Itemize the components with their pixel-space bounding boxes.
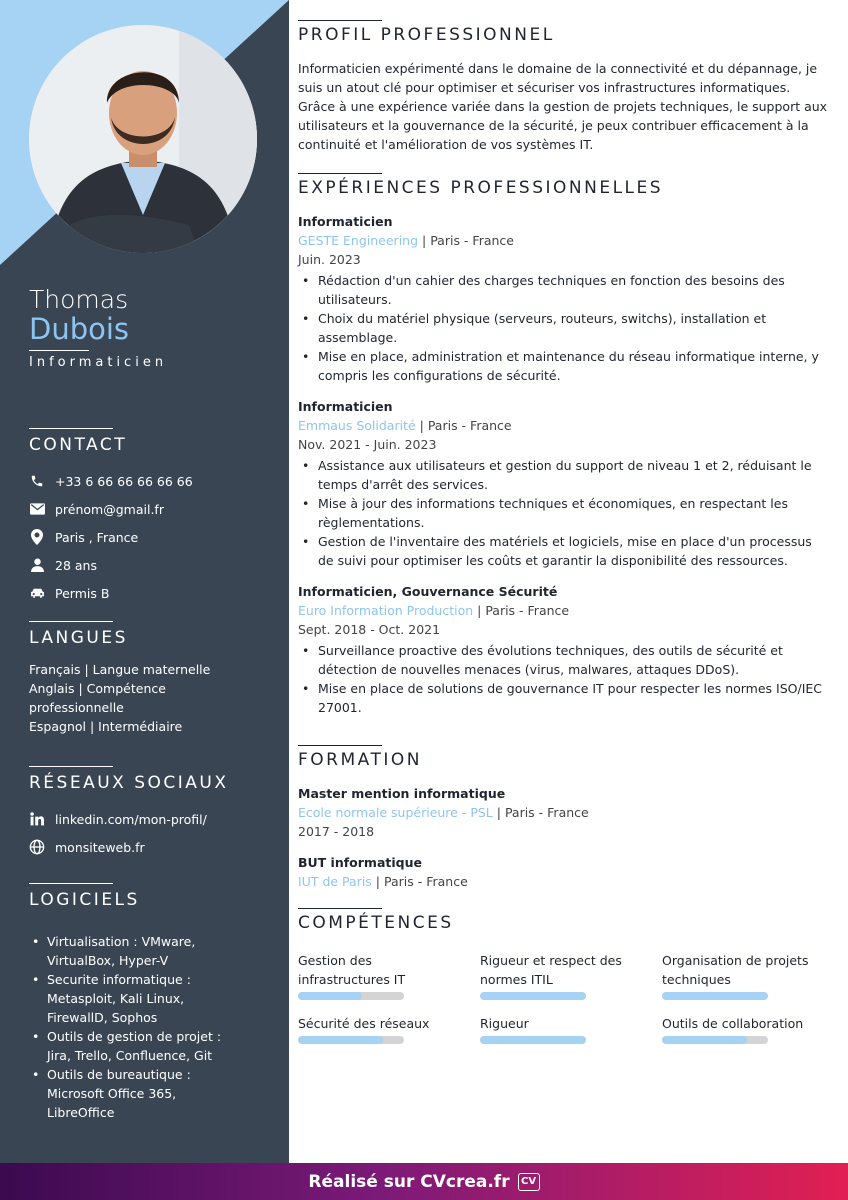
education-title: FORMATION xyxy=(298,750,422,770)
skill-name: Outils de collaboration xyxy=(662,1016,804,1031)
section-divider xyxy=(298,745,382,746)
experience-meta: Emmaus Solidarité | Paris - France xyxy=(298,418,512,433)
experience-company: Euro Information Production xyxy=(298,603,474,618)
experience-bullet: • Mise en place, administration et maintenance du réseau informatique interne, y compris les configurations de sécurité. xyxy=(298,347,828,385)
skill-level xyxy=(662,1036,747,1044)
experience-meta: GESTE Engineering | Paris - France xyxy=(298,233,514,248)
contact-age xyxy=(29,551,269,579)
profile-text: Informaticien expérimenté dans le domaine de la connectivité et du dépannage, je suis un atout clé pour optimiser et sécuriser vos infrastructures informatiques. Grâce à une expérience variée dans la gestion de projets techniques, le support aux utilisateurs et la gouvernance de la sécurité, je peux contribuer efficacement à la continuité et l'amélioration de vos systèmes IT. xyxy=(298,61,828,152)
skills-grid xyxy=(298,951,828,1044)
experience-bullet: • Mise à jour des informations techniques et économiques, en respectant les règlementations. xyxy=(298,494,828,532)
globe-icon xyxy=(29,839,45,855)
social-section xyxy=(29,766,269,861)
experience-date: Nov. 2021 - Juin. 2023 xyxy=(298,437,437,452)
experience-bullet: • Rédaction d'un cahier des charges techniques en fonction des besoins des utilisateurs. xyxy=(298,271,828,309)
education-degree: BUT informatique xyxy=(298,855,422,870)
skill-level xyxy=(298,1036,383,1044)
website-link[interactable]: monsiteweb.fr xyxy=(55,839,145,855)
experience-location: Paris - France xyxy=(485,603,570,618)
education-date: 2017 - 2018 xyxy=(298,824,375,839)
experience-bullet: • Surveillance proactive des évolutions techniques, des outils de sécurité et détection de nouvelles menaces (virus, malwares, attaques DDoS). xyxy=(298,641,828,679)
skill-bar xyxy=(298,992,404,1000)
skill-item xyxy=(480,951,662,1000)
software-item: • Outils de bureautique : Microsoft Office 365, LibreOffice xyxy=(29,1065,199,1122)
experience-bullets xyxy=(298,641,828,717)
job-title: Informaticien xyxy=(29,355,168,370)
language-line: Français | Langue maternelle xyxy=(29,662,211,677)
linkedin-link[interactable]: linkedin.com/mon-profil/ xyxy=(55,811,207,827)
skill-bar xyxy=(298,1036,404,1044)
experience-job-title: Informaticien xyxy=(298,399,393,414)
profile-photo xyxy=(29,25,257,253)
sidebar xyxy=(0,0,289,1163)
phone-icon xyxy=(29,473,45,489)
education-meta: Ecole normale supérieure - PSL | Paris - France xyxy=(298,805,589,820)
car-icon xyxy=(29,585,45,601)
software-item: • Outils de gestion de projet : Jira, Trello, Confluence, Git xyxy=(29,1027,229,1065)
experience-company: GESTE Engineering xyxy=(298,233,419,248)
education-location: Paris - France xyxy=(383,874,468,889)
section-divider xyxy=(298,908,382,909)
linkedin-icon xyxy=(29,811,45,827)
experience-item xyxy=(298,212,828,385)
section-divider xyxy=(298,173,382,174)
language-line: professionnelle xyxy=(29,700,124,715)
contact-email-text: prénom@gmail.fr xyxy=(55,501,164,517)
social-website[interactable] xyxy=(29,833,269,861)
person-icon xyxy=(29,557,45,573)
education-meta: IUT de Paris | Paris - France xyxy=(298,874,468,889)
language-line: Espagnol | Intermédiaire xyxy=(29,719,183,734)
education-school: IUT de Paris xyxy=(298,874,372,889)
software-item: • Securite informatique : Metasploit, Kali Linux, FirewallD, Sophos xyxy=(29,970,219,1027)
education-item xyxy=(298,784,828,841)
language-line: Anglais | Compétence xyxy=(29,681,166,696)
name-divider xyxy=(29,350,89,351)
skill-name: Organisation de projets techniques xyxy=(662,953,809,987)
contact-location xyxy=(29,523,269,551)
experience-bullet: • Mise en place de solutions de gouvernance IT pour respecter les normes ISO/IEC 27001. xyxy=(298,679,828,717)
experience-job-title: Informaticien xyxy=(298,214,393,229)
skill-bar xyxy=(662,1036,768,1044)
languages-section xyxy=(29,621,269,736)
software-section xyxy=(29,883,269,1122)
skill-level xyxy=(662,992,768,1000)
experience-job-title: Informaticien, Gouvernance Sécurité xyxy=(298,584,558,599)
footer-banner[interactable] xyxy=(0,1163,848,1200)
education-section xyxy=(298,745,828,903)
contact-age-text: 28 ans xyxy=(55,557,97,573)
skill-level xyxy=(298,992,362,1000)
skill-bar xyxy=(480,1036,586,1044)
skill-level xyxy=(480,992,586,1000)
skill-item xyxy=(662,1014,828,1044)
contact-section xyxy=(29,428,269,607)
software-title: LOGICIELS xyxy=(29,890,140,910)
skill-item xyxy=(662,951,828,1000)
education-item xyxy=(298,853,828,891)
section-divider xyxy=(29,883,113,884)
experience-bullet: • Gestion de l'inventaire des matériels et logiciels, mise en place d'un processus de suivi pour optimiser les coûts et garantir la disponibilité des ressources. xyxy=(298,532,828,570)
skill-name: Rigueur et respect des normes ITIL xyxy=(480,953,622,987)
skills-section xyxy=(298,908,828,1044)
social-title: RÉSEAUX SOCIAUX xyxy=(29,773,229,793)
contact-location-text: Paris , France xyxy=(55,529,139,545)
cvcrea-logo-icon: CV xyxy=(518,1173,540,1191)
email-icon xyxy=(29,501,45,517)
section-divider xyxy=(29,621,113,622)
education-location: Paris - France xyxy=(504,805,589,820)
experience-section xyxy=(298,173,828,729)
contact-license-text: Permis B xyxy=(55,585,110,601)
contact-email xyxy=(29,495,269,523)
software-list xyxy=(29,932,269,1122)
experience-date: Sept. 2018 - Oct. 2021 xyxy=(298,622,441,637)
skill-item xyxy=(298,1014,480,1044)
education-school: Ecole normale supérieure - PSL xyxy=(298,805,493,820)
contact-title: CONTACT xyxy=(29,435,128,455)
social-linkedin[interactable] xyxy=(29,805,269,833)
experience-location: Paris - France xyxy=(430,233,514,248)
experience-meta: Euro Information Production | Paris - France xyxy=(298,603,570,618)
first-name: Thomas xyxy=(29,285,129,314)
skill-item xyxy=(298,951,480,1000)
profile-title: PROFIL PROFESSIONNEL xyxy=(298,25,555,45)
skill-name: Gestion des infrastructures IT xyxy=(298,953,406,987)
person-name xyxy=(29,287,129,344)
software-item: • Virtualisation : VMware, VirtualBox, Hyper-V xyxy=(29,932,219,970)
section-divider xyxy=(29,766,113,767)
contact-phone xyxy=(29,467,269,495)
experience-bullet: • Assistance aux utilisateurs et gestion du support de niveau 1 et 2, réduisant le temps d'arrêt des services. xyxy=(298,456,828,494)
experience-date: Juin. 2023 xyxy=(298,252,361,267)
experience-bullets xyxy=(298,271,828,385)
skill-bar xyxy=(480,992,586,1000)
experience-title: EXPÉRIENCES PROFESSIONNELLES xyxy=(298,178,664,198)
skill-level xyxy=(480,1036,586,1044)
education-degree: Master mention informatique xyxy=(298,786,506,801)
experience-item xyxy=(298,397,828,570)
skills-title: COMPÉTENCES xyxy=(298,913,454,933)
section-divider xyxy=(29,428,113,429)
portrait-image xyxy=(29,25,257,253)
experience-company: Emmaus Solidarité xyxy=(298,418,416,433)
location-pin-icon xyxy=(29,529,45,545)
experience-item xyxy=(298,582,828,717)
experience-location: Paris - France xyxy=(427,418,512,433)
last-name: Dubois xyxy=(29,312,130,346)
section-divider xyxy=(298,20,382,21)
languages-title: LANGUES xyxy=(29,628,128,648)
experience-bullets xyxy=(298,456,828,570)
skill-item xyxy=(480,1014,662,1044)
skill-name: Sécurité des réseaux xyxy=(298,1016,430,1031)
contact-phone-text: +33 6 66 66 66 66 66 xyxy=(55,473,193,489)
profile-section xyxy=(298,20,828,154)
skill-bar xyxy=(662,992,768,1000)
skill-name: Rigueur xyxy=(480,1016,529,1031)
contact-license xyxy=(29,579,269,607)
experience-bullet: • Choix du matériel physique (serveurs, routeurs, switchs), installation et assemblage. xyxy=(298,309,828,347)
footer-text[interactable]: Réalisé sur CVcrea.fr xyxy=(308,1171,510,1192)
